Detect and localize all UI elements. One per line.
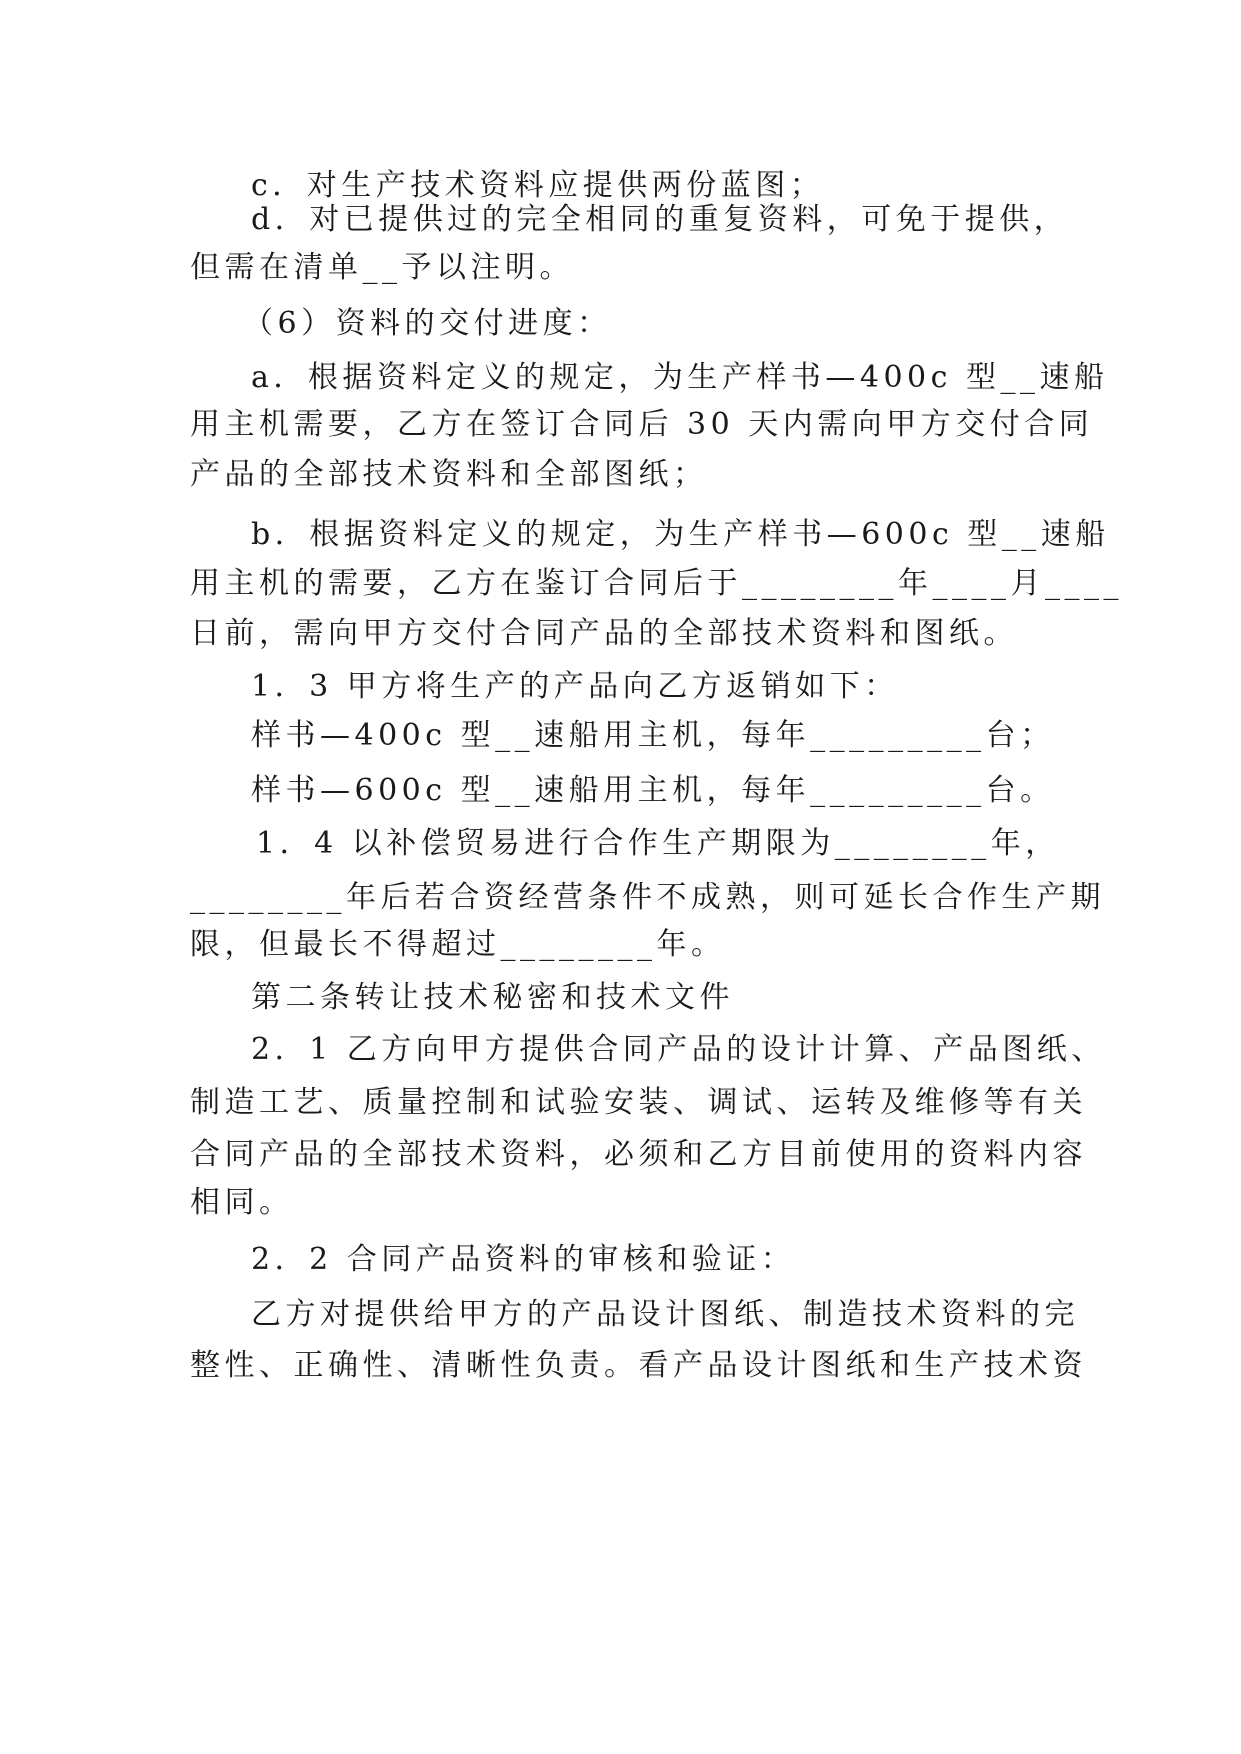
- text-line: 样书—400c 型__速船用主机，每年_________台；: [251, 718, 1055, 753]
- text-line: 相同。: [190, 1185, 294, 1220]
- text-line: 合同产品的全部技术资料，必须和乙方目前使用的资料内容: [190, 1137, 1087, 1172]
- text-line: 样书—600c 型__速船用主机，每年_________台。: [251, 773, 1055, 808]
- text-line: d．对已提供过的完全相同的重复资料，可免于提供，: [251, 202, 1069, 237]
- text-line: 限，但最长不得超过________年。: [190, 927, 726, 962]
- text-line: 1．3 甲方将生产的产品向乙方返销如下：: [251, 669, 899, 704]
- text-line: 用主机的需要，乙方在鉴订合同后于________年____月____: [190, 566, 1123, 601]
- text-line: 第二条转让技术秘密和技术文件: [251, 980, 734, 1015]
- text-line: 产品的全部技术资料和全部图纸；: [190, 457, 708, 492]
- text-line: b．根据资料定义的规定，为生产样书—600c 型__速船: [251, 517, 1110, 552]
- text-line: 日前，需向甲方交付合同产品的全部技术资料和图纸。: [190, 616, 1018, 651]
- text-line: c．对生产技术资料应提供两份蓝图；: [251, 168, 825, 203]
- text-line: 1．4 以补偿贸易进行合作生产期限为________年，: [256, 826, 1060, 861]
- text-line: 制造工艺、质量控制和试验安装、调试、运转及维修等有关: [190, 1085, 1087, 1120]
- text-line: a．根据资料定义的规定，为生产样书—400c 型__速船: [251, 360, 1109, 395]
- text-line: 2．2 合同产品资料的审核和验证：: [251, 1242, 796, 1277]
- text-line: 用主机需要，乙方在签订合同后 30 天内需向甲方交付合同: [190, 407, 1094, 442]
- text-line: 2．1 乙方向甲方提供合同产品的设计计算、产品图纸、: [251, 1032, 1106, 1067]
- text-line: 整性、正确性、清晰性负责。看产品设计图纸和生产技术资: [190, 1348, 1087, 1383]
- text-line: 乙方对提供给甲方的产品设计图纸、制造技术资料的完: [251, 1297, 1079, 1332]
- text-line: 但需在清单__予以注明。: [190, 250, 574, 285]
- text-line: （6）资料的交付进度：: [243, 306, 612, 341]
- text-line: ________年后若合资经营条件不成熟，则可延长合作生产期: [190, 880, 1105, 915]
